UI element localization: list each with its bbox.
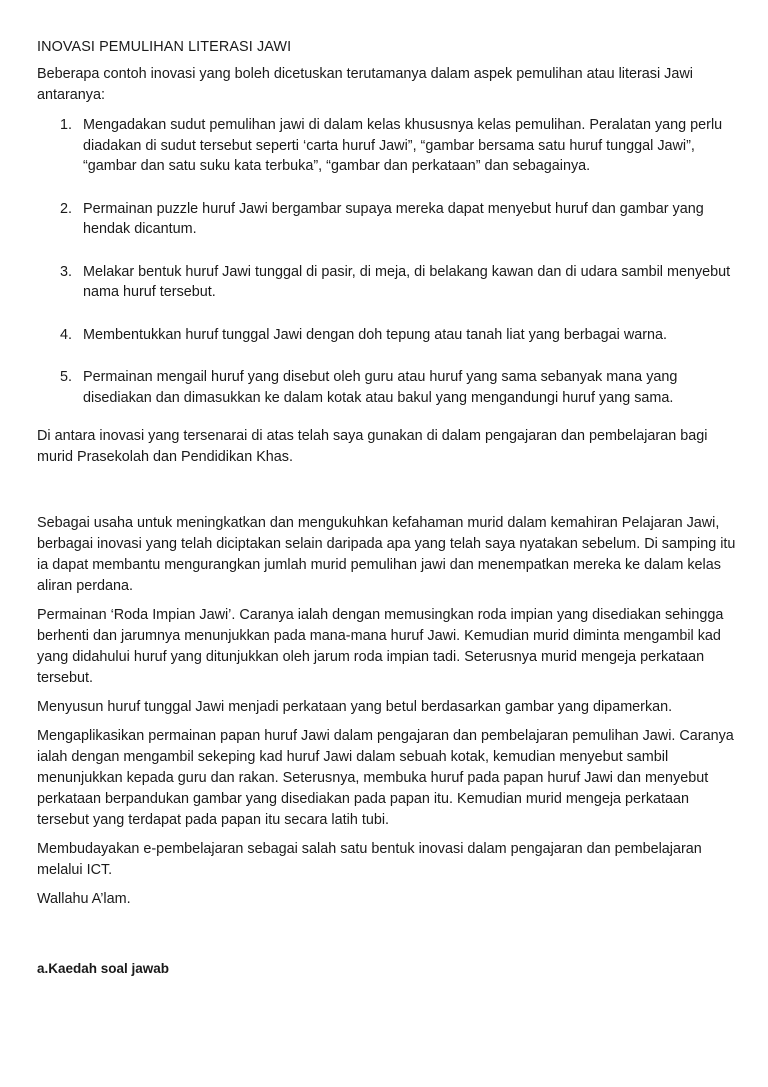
list-text: Mengadakan sudut pemulihan jawi di dalam kelas khususnya kelas pemulihan. Peralatan yang perlu diadakan di sudut tersebut seperti ‘carta huruf Jawi”, “gambar bersama satu huruf tunggal Jawi”, “gambar dan satu suku kata terbuka”, “gambar dan perkataan” dan sebagainya. [83, 117, 723, 174]
list-number: 1. [60, 117, 73, 133]
section-heading: a.Kaedah soal jawab [37, 961, 170, 976]
list-text: Membentukkan huruf tunggal Jawi dengan doh tepung atau tanah liat yang berbagai warna. [83, 326, 668, 343]
list-item [37, 325, 737, 346]
intro-paragraph: Beberapa contoh inovasi yang boleh dicetuskan terutamanya dalam aspek pemulihan atau literasi Jawi antaranya: [37, 66, 693, 103]
list-text: Permainan puzzle huruf Jawi bergambar supaya mereka dapat menyebut huruf dan gambar yang hendak dicantum. [83, 200, 704, 237]
list-number: 5. [60, 369, 73, 385]
list-number: 3. [60, 263, 73, 280]
list-number: 2. [60, 200, 73, 217]
document-title: INOVASI PEMULIHAN LITERASI JAWI [37, 39, 292, 55]
list-item [37, 367, 737, 408]
usage-paragraph: Di antara inovasi yang tersenarai di atas telah saya gunakan di dalam pengajaran dan pembelajaran bagi murid Prasekolah dan Pendidikan Khas. [37, 428, 708, 465]
list-number: 4. [60, 326, 73, 343]
susun-huruf-paragraph: Menyusun huruf tunggal Jawi menjadi perkataan yang betul berdasarkan gambar yang dipamerkan. [37, 699, 673, 715]
roda-impian-paragraph: Permainan ‘Roda Impian Jawi’. Caranya ialah dengan memusingkan roda impian yang disediakan sehingga berhenti dan jarumnya menunjukkan pada mana-mana huruf Jawi. Kemudian murid diminta mengambil kad yang didahului huruf yang ditunjukkan oleh jarum roda impian tadi. Seterusnya murid mengeja perkataan tersebut. [37, 607, 724, 686]
innovation-list [37, 115, 737, 408]
e-pembelajaran-paragraph: Membudayakan e-pembelajaran sebagai salah satu bentuk inovasi dalam pengajaran dan pembelajaran melalui ICT. [37, 841, 702, 878]
list-item [37, 115, 737, 177]
closing-line: Wallahu A’lam. [37, 891, 131, 907]
list-text: Permainan mengail huruf yang disebut oleh guru atau huruf yang sama sebanyak mana yang disediakan dan dimasukkan ke dalam kotak atau bakul yang mengandungi huruf yang sama. [83, 369, 678, 406]
list-item [37, 262, 737, 303]
papan-huruf-paragraph: Mengaplikasikan permainan papan huruf Jawi dalam pengajaran dan pembelajaran pemulihan Jawi. Caranya ialah dengan mengambil sekeping kad huruf Jawi dalam sebuah kotak, kemudian menyebut sambil menunjukkan kepada guru dan rakan. Seterusnya, membuka huruf pada papan huruf Jawi dan menyebut perkataan berpandukan gambar yang disediakan pada papan itu. Kemudian murid mengeja perkataan tersebut yang terdapat pada papan itu secara latih tubi. [37, 728, 734, 828]
document-page [37, 37, 737, 979]
list-item [37, 199, 737, 240]
list-text: Melakar bentuk huruf Jawi tunggal di pasir, di meja, di belakang kawan dan di udara sambil menyebut nama huruf tersebut. [83, 263, 731, 300]
effort-paragraph: Sebagai usaha untuk meningkatkan dan mengukuhkan kefahaman murid dalam kemahiran Pelajaran Jawi, berbagai inovasi yang telah diciptakan selain daripada apa yang telah saya nyatakan sebelum. Di samping itu ia dapat membantu mengurangkan jumlah murid pemulihan jawi dan menempatkan mereka ke dalam kelas aliran perdana. [37, 515, 736, 594]
